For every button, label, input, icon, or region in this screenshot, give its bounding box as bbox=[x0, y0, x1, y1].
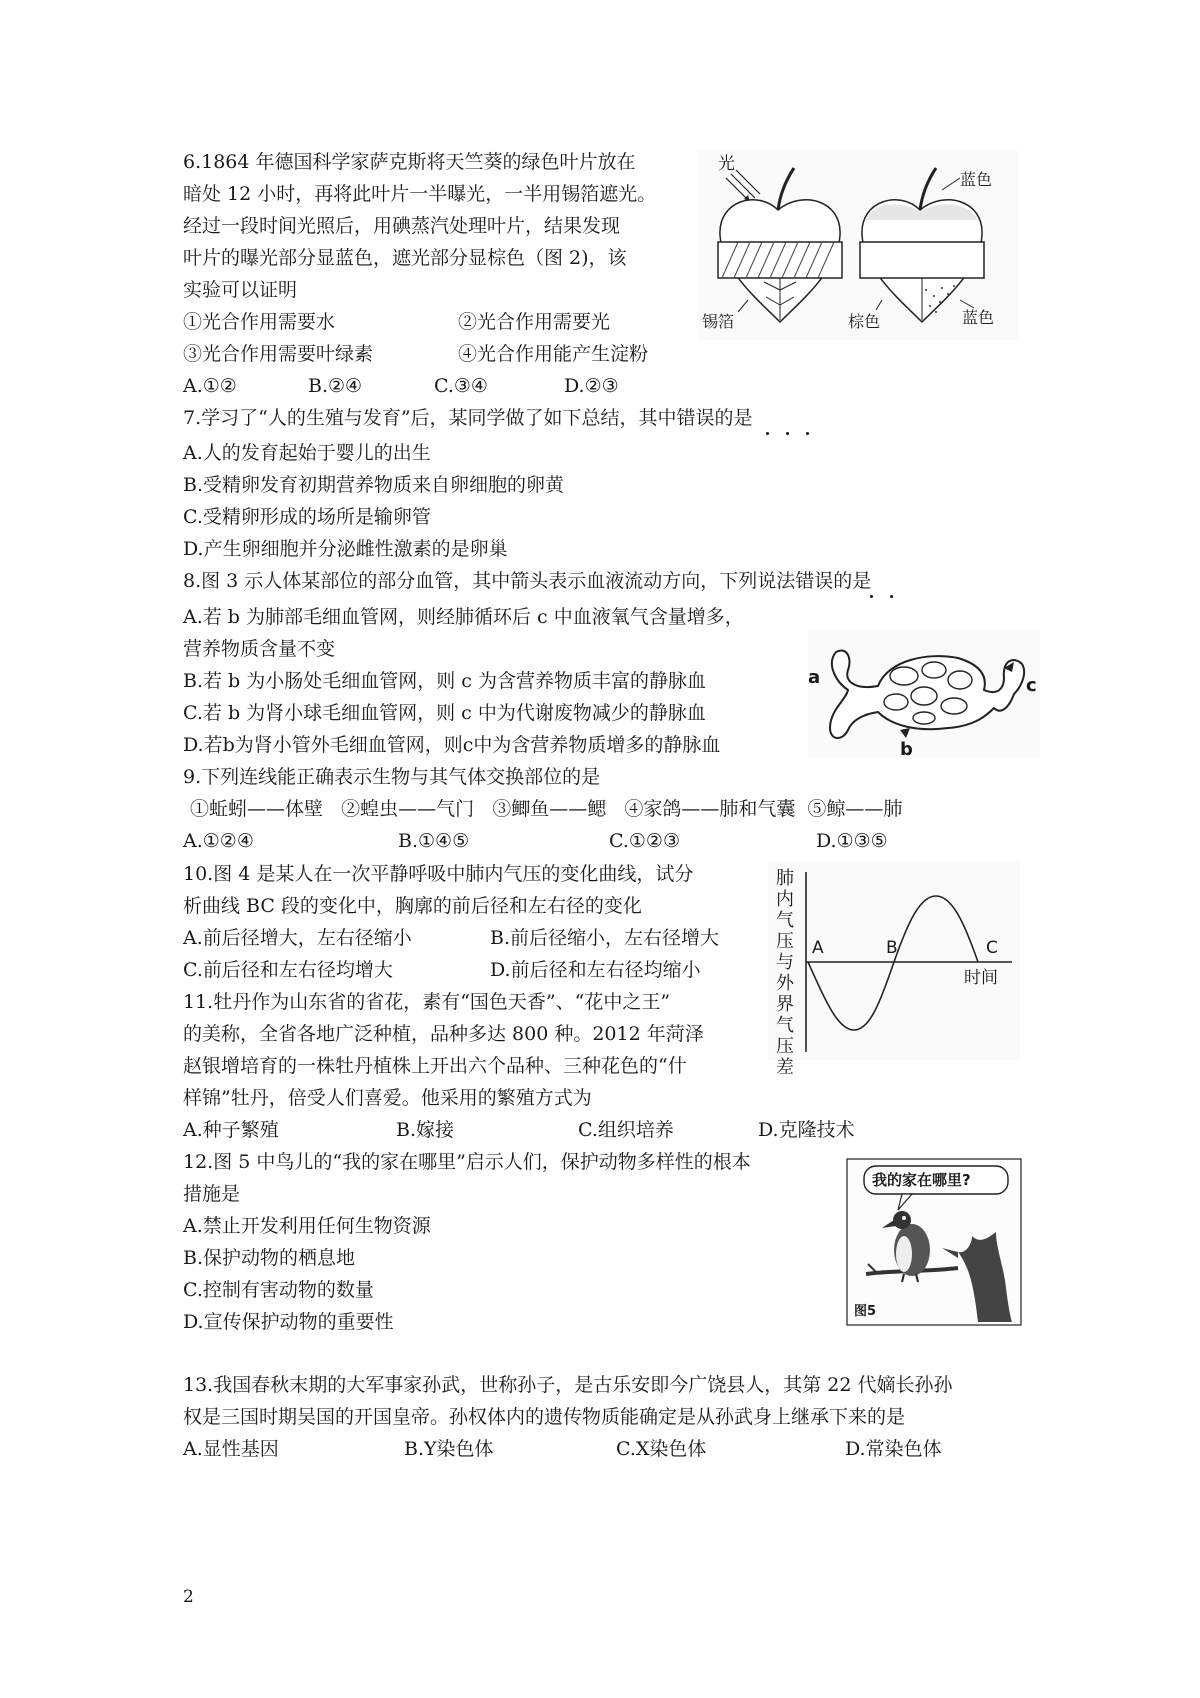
fig2-label-blue-top: 蓝色 bbox=[960, 170, 993, 189]
q12-line-1: 12.图 5 中鸟儿的“我的家在哪里”启示人们，保护动物多样性的根本 bbox=[183, 1151, 751, 1173]
emphasis-dot bbox=[766, 432, 769, 435]
emphasis-dot bbox=[806, 432, 809, 435]
q8-option-c: C.若 b 为肾小球毛细血管网，则 c 中为代谢废物减少的静脉血 bbox=[183, 702, 706, 724]
q6-line-5: 实验可以证明 bbox=[183, 279, 298, 301]
q11-option-d: D.克隆技术 bbox=[758, 1119, 855, 1141]
q7-option-a: A.人的发育起始于婴儿的出生 bbox=[183, 442, 431, 464]
q6-line-4: 叶片的曝光部分显蓝色，遮光部分显棕色（图 2)，该 bbox=[183, 247, 627, 269]
q11-line-2: 的美称，全省各地广泛种植，品种多达 800 种。2012 年菏泽 bbox=[183, 1023, 704, 1045]
q13-line-1: 13.我国春秋末期的大军事家孙武，世称孙子，是古乐安即今广饶县人，其第 22 代嫡长孙孙 bbox=[183, 1374, 953, 1396]
q7-option-b: B.受精卵发育初期营养物质来自卵细胞的卵黄 bbox=[183, 474, 565, 496]
q11-line-4: 样锦”牡丹，倍受人们喜爱。他采用的繁殖方式为 bbox=[183, 1087, 592, 1109]
q10-option-d: D.前后径和左右径均缩小 bbox=[490, 959, 701, 981]
fig3-label-a: a bbox=[808, 667, 821, 688]
q13-option-a: A.显性基因 bbox=[183, 1438, 279, 1460]
q13-option-b: B.Y染色体 bbox=[404, 1438, 494, 1460]
q13-option-c: C.X染色体 bbox=[616, 1438, 707, 1460]
q6-option-c: C.③④ bbox=[434, 375, 488, 397]
q12-option-c: C.控制有害动物的数量 bbox=[183, 1279, 374, 1301]
q9-option-a: A.①②④ bbox=[183, 830, 254, 852]
emphasis-dot bbox=[786, 432, 789, 435]
q11-option-c: C.组织培养 bbox=[578, 1119, 674, 1141]
bird-cartoon-figure bbox=[846, 1158, 1022, 1326]
fig3-label-b: b bbox=[900, 739, 913, 760]
fig4-label-c: C bbox=[986, 938, 998, 958]
q7-stem: 7.学习了“人的生殖与发育”后，某同学做了如下总结，其中错误的是 bbox=[183, 407, 753, 429]
fig2-label-foil: 锡箔 bbox=[702, 312, 735, 331]
q11-option-a: A.种子繁殖 bbox=[183, 1119, 279, 1141]
q10-line-2: 析曲线 BC 段的变化中，胸廓的前后径和左右径的变化 bbox=[183, 895, 642, 917]
emphasis-dot bbox=[870, 595, 873, 598]
q6-option-a: A.①② bbox=[183, 375, 237, 397]
q6-statement-3: ③光合作用需要叶绿素 bbox=[183, 343, 374, 365]
q6-statement-1: ①光合作用需要水 bbox=[183, 311, 336, 333]
q9-option-c: C.①②③ bbox=[609, 830, 680, 852]
q12-line-2: 措施是 bbox=[183, 1183, 241, 1205]
q8-stem: 8.图 3 示人体某部位的部分血管，其中箭头表示血液流动方向，下列说法错误的是 bbox=[183, 570, 872, 592]
q6-option-b: B.②④ bbox=[308, 375, 363, 397]
q12-option-d: D.宣传保护动物的重要性 bbox=[183, 1311, 394, 1333]
emphasis-dot bbox=[890, 595, 893, 598]
q6-line-3: 经过一段时间光照后，用碘蒸汽处理叶片，结果发现 bbox=[183, 215, 621, 237]
q13-line-2: 权是三国时期吴国的开国皇帝。孙权体内的遗传物质能确定是从孙武身上继承下来的是 bbox=[183, 1406, 906, 1428]
fig4-ylabel: 肺内气压与外界气压差 bbox=[776, 868, 794, 1078]
q9-stem: 9.下列连线能正确表示生物与其气体交换部位的是 bbox=[183, 766, 601, 788]
fig3-label-c: c bbox=[1026, 675, 1037, 696]
q6-statement-4: ④光合作用能产生淀粉 bbox=[458, 343, 649, 365]
q6-line-2: 暗处 12 小时，再将此叶片一半曝光，一半用锡箔遮光。 bbox=[183, 183, 657, 205]
q10-option-a: A.前后径增大，左右径缩小 bbox=[183, 927, 412, 949]
q11-line-3: 赵银增培育的一株牡丹植株上开出六个品种、三种花色的“什 bbox=[183, 1055, 687, 1077]
q6-statement-2: ②光合作用需要光 bbox=[458, 311, 611, 333]
leaf-experiment-figure bbox=[698, 150, 1018, 340]
q9-pairs: ①蚯蚓——体壁 ②蝗虫——气门 ③鲫鱼——鳃 ④家鸽——肺和气囊 ⑤鲸——肺 bbox=[190, 798, 903, 820]
fig2-label-blue-bottom: 蓝色 bbox=[962, 308, 995, 327]
q8-option-a-line-1: A.若 b 为肺部毛细血管网，则经肺循环后 c 中血液氧气含量增多， bbox=[183, 606, 744, 628]
q12-option-b: B.保护动物的栖息地 bbox=[183, 1247, 356, 1269]
q10-line-1: 10.图 4 是某人在一次平静呼吸中肺内气压的变化曲线，试分 bbox=[183, 863, 694, 885]
q7-option-c: C.受精卵形成的场所是输卵管 bbox=[183, 506, 431, 528]
fig4-xlabel: 时间 bbox=[964, 968, 998, 988]
fig2-label-light: 光 bbox=[718, 154, 735, 174]
page-number: 2 bbox=[183, 1587, 194, 1607]
fig2-label-brown: 棕色 bbox=[848, 312, 881, 331]
q7-option-d: D.产生卵细胞并分泌雌性激素的是卵巢 bbox=[183, 538, 508, 560]
q11-option-b: B.嫁接 bbox=[396, 1119, 455, 1141]
fig4-label-a: A bbox=[812, 938, 824, 958]
q12-option-a: A.禁止开发利用任何生物资源 bbox=[183, 1215, 431, 1237]
q6-option-d: D.②③ bbox=[564, 375, 619, 397]
q10-option-c: C.前后径和左右径均增大 bbox=[183, 959, 393, 981]
q13-option-d: D.常染色体 bbox=[845, 1438, 942, 1460]
pressure-curve-figure bbox=[768, 862, 1020, 1078]
capillary-network-figure bbox=[808, 630, 1040, 758]
q10-option-b: B.前后径缩小，左右径增大 bbox=[490, 927, 720, 949]
q8-option-b: B.若 b 为小肠处毛细血管网，则 c 为含营养物质丰富的静脉血 bbox=[183, 670, 706, 692]
fig5-speech-bubble-text: 我的家在哪里? bbox=[872, 1171, 971, 1189]
fig5-caption: 图5 bbox=[854, 1304, 877, 1319]
q9-option-d: D.①③⑤ bbox=[816, 830, 888, 852]
q8-option-d: D.若b为肾小管外毛细血管网，则c中为含营养物质增多的静脉血 bbox=[183, 734, 721, 756]
q9-option-b: B.①④⑤ bbox=[398, 830, 470, 852]
q8-option-a-line-2: 营养物质含量不变 bbox=[183, 638, 336, 660]
fig4-label-b: B bbox=[886, 938, 898, 958]
q6-line-1: 6.1864 年德国科学家萨克斯将天竺葵的绿色叶片放在 bbox=[183, 151, 636, 173]
q11-line-1: 11.牡丹作为山东省的省花，素有“国色天香”、“花中之王” bbox=[183, 991, 671, 1013]
